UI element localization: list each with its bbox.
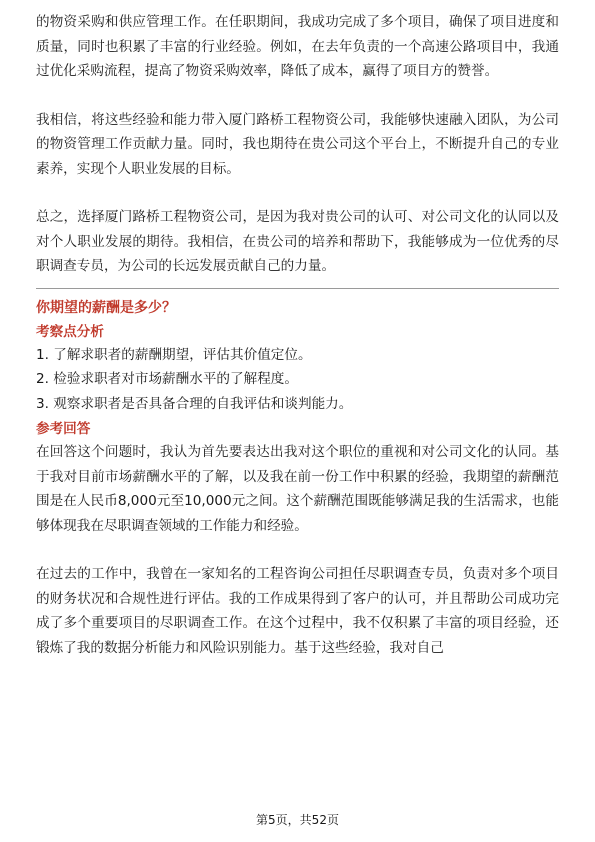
analysis-item-3: 3. 观察求职者是否具备合理的自我评估和谈判能力。	[36, 395, 353, 412]
answer-title: 参考回答	[36, 421, 91, 437]
intro-paragraph-1: 的物资采购和供应管理工作。在任职期间，我成功完成了多个项目，确保了项目进度和质量，同时也积累了丰富的行业经验。例如，在去年负责的一个高速公路项目中，我通过优化采购流程，提高了物资采购效率，降低了成本，赢得了项目方的赞誉。	[36, 14, 559, 79]
paragraph-gap	[36, 84, 559, 108]
question-heading: 你期望的薪酬是多少？	[36, 299, 176, 316]
analysis-item-2: 2. 检验求职者对市场薪酬水平的了解程度。	[36, 371, 298, 387]
page-footer: 第5页，共52页	[256, 813, 339, 827]
paragraph-gap	[36, 538, 559, 562]
document-page	[36, 10, 559, 660]
intro-paragraph-2: 我相信，将这些经验和能力带入厦门路桥工程物资公司，我能够快速融入团队，为公司的物资管理工作贡献力量。同时，我也期待在贵公司这个平台上，不断提升自己的专业素养，实现个人职业发展的目标。	[36, 111, 559, 177]
analysis-item-1: 1. 了解求职者的薪酬期望，评估其价值定位。	[36, 346, 312, 363]
answer-paragraph-1: 在回答这个问题时，我认为首先要表达出我对这个职位的重视和对公司文化的认同。基于我对目前市场薪酬水平的了解，以及我在前一份工作中积累的经验，我期望的薪酬范围是在人民币8,000元至10,000元之间。这个薪酬范围既能够满足我的生活需求，也能够体现我在尽职调查领域的工作能力和经验。	[36, 444, 559, 534]
intro-paragraph-3: 总之，选择厦门路桥工程物资公司，是因为我对贵公司的认可、对公司文化的认同以及对个人职业发展的期待。我相信，在贵公司的培养和帮助下，我能够成为一位优秀的尽职调查专员，为公司的长远发展贡献自己的力量。	[36, 209, 559, 274]
answer-paragraph-2: 在过去的工作中，我曾在一家知名的工程咨询公司担任尽职调查专员，负责对多个项目的财务状况和合规性进行评估。我的工作成果得到了客户的认可，并且帮助公司成功完成了多个重要项目的尽职调查工作。在这个过程中，我不仅积累了丰富的项目经验，还锻炼了我的数据分析能力和风险识别能力。基于这些经验，我对自己	[36, 566, 559, 656]
paragraph-gap	[36, 181, 559, 205]
analysis-title: 考察点分析	[36, 323, 104, 340]
section-divider	[36, 288, 559, 289]
